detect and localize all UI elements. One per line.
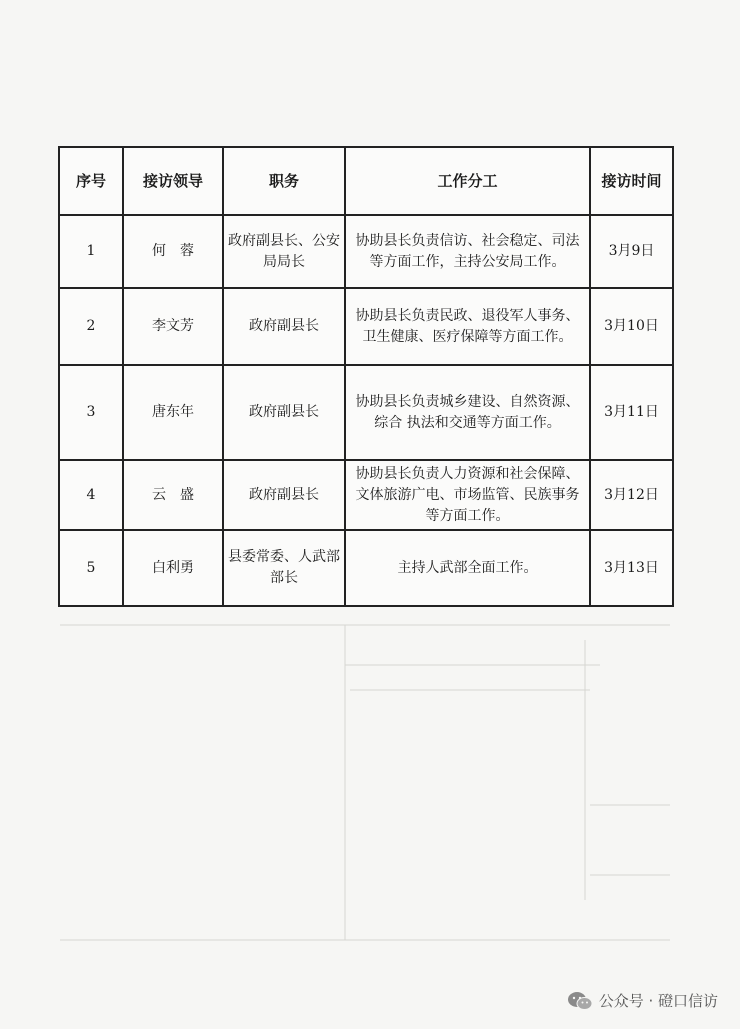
- cell-leader-name: 唐东年: [123, 365, 223, 460]
- cell-serial-number: 1: [59, 215, 123, 288]
- table-row: [59, 215, 673, 288]
- cell-serial-number: 2: [59, 288, 123, 365]
- cell-reception-date: 3月9日: [590, 215, 673, 288]
- cell-duty: 协助县长负责人力资源和社会保障、文体旅游广电、市场监管、民族事务等方面工作。: [345, 460, 590, 530]
- cell-duty: 协助县长负责城乡建设、自然资源、综合 执法和交通等方面工作。: [345, 365, 590, 460]
- cell-position: 政府副县长: [223, 365, 345, 460]
- cell-reception-date: 3月12日: [590, 460, 673, 530]
- cell-leader-name: 何 蓉: [123, 215, 223, 288]
- cell-leader-name: 李文芳: [123, 288, 223, 365]
- cell-position: 县委常委、人武部部长: [223, 530, 345, 606]
- account-watermark: [567, 990, 718, 1011]
- cell-serial-number: 5: [59, 530, 123, 606]
- header-position: 职务: [223, 147, 345, 215]
- cell-duty: 协助县长负责民政、退役军人事务、卫生健康、医疗保障等方面工作。: [345, 288, 590, 365]
- watermark-text: 公众号 · 磴口信访: [598, 992, 718, 1010]
- table-row: [59, 288, 673, 365]
- header-reception-date: 接访时间: [590, 147, 673, 215]
- reception-schedule-table: [58, 146, 674, 607]
- cell-position: 政府副县长: [223, 288, 345, 365]
- cell-reception-date: 3月13日: [590, 530, 673, 606]
- header-reception-leader: 接访领导: [123, 147, 223, 215]
- cell-serial-number: 4: [59, 460, 123, 530]
- table-row: [59, 460, 673, 530]
- header-duty: 工作分工: [345, 147, 590, 215]
- cell-reception-date: 3月10日: [590, 288, 673, 365]
- cell-reception-date: 3月11日: [590, 365, 673, 460]
- cell-duty: 协助县长负责信访、社会稳定、司法等方面工作，主持公安局工作。: [345, 215, 590, 288]
- table-header-row: [59, 147, 673, 215]
- cell-position: 政府副县长: [223, 460, 345, 530]
- cell-serial-number: 3: [59, 365, 123, 460]
- table-row: [59, 365, 673, 460]
- header-serial-number: 序号: [59, 147, 123, 215]
- table-row: [59, 530, 673, 606]
- wechat-icon: [567, 991, 593, 1011]
- cell-leader-name: 云 盛: [123, 460, 223, 530]
- cell-leader-name: 白利勇: [123, 530, 223, 606]
- cell-position: 政府副县长、公安局局长: [223, 215, 345, 288]
- cell-duty: 主持人武部全面工作。: [345, 530, 590, 606]
